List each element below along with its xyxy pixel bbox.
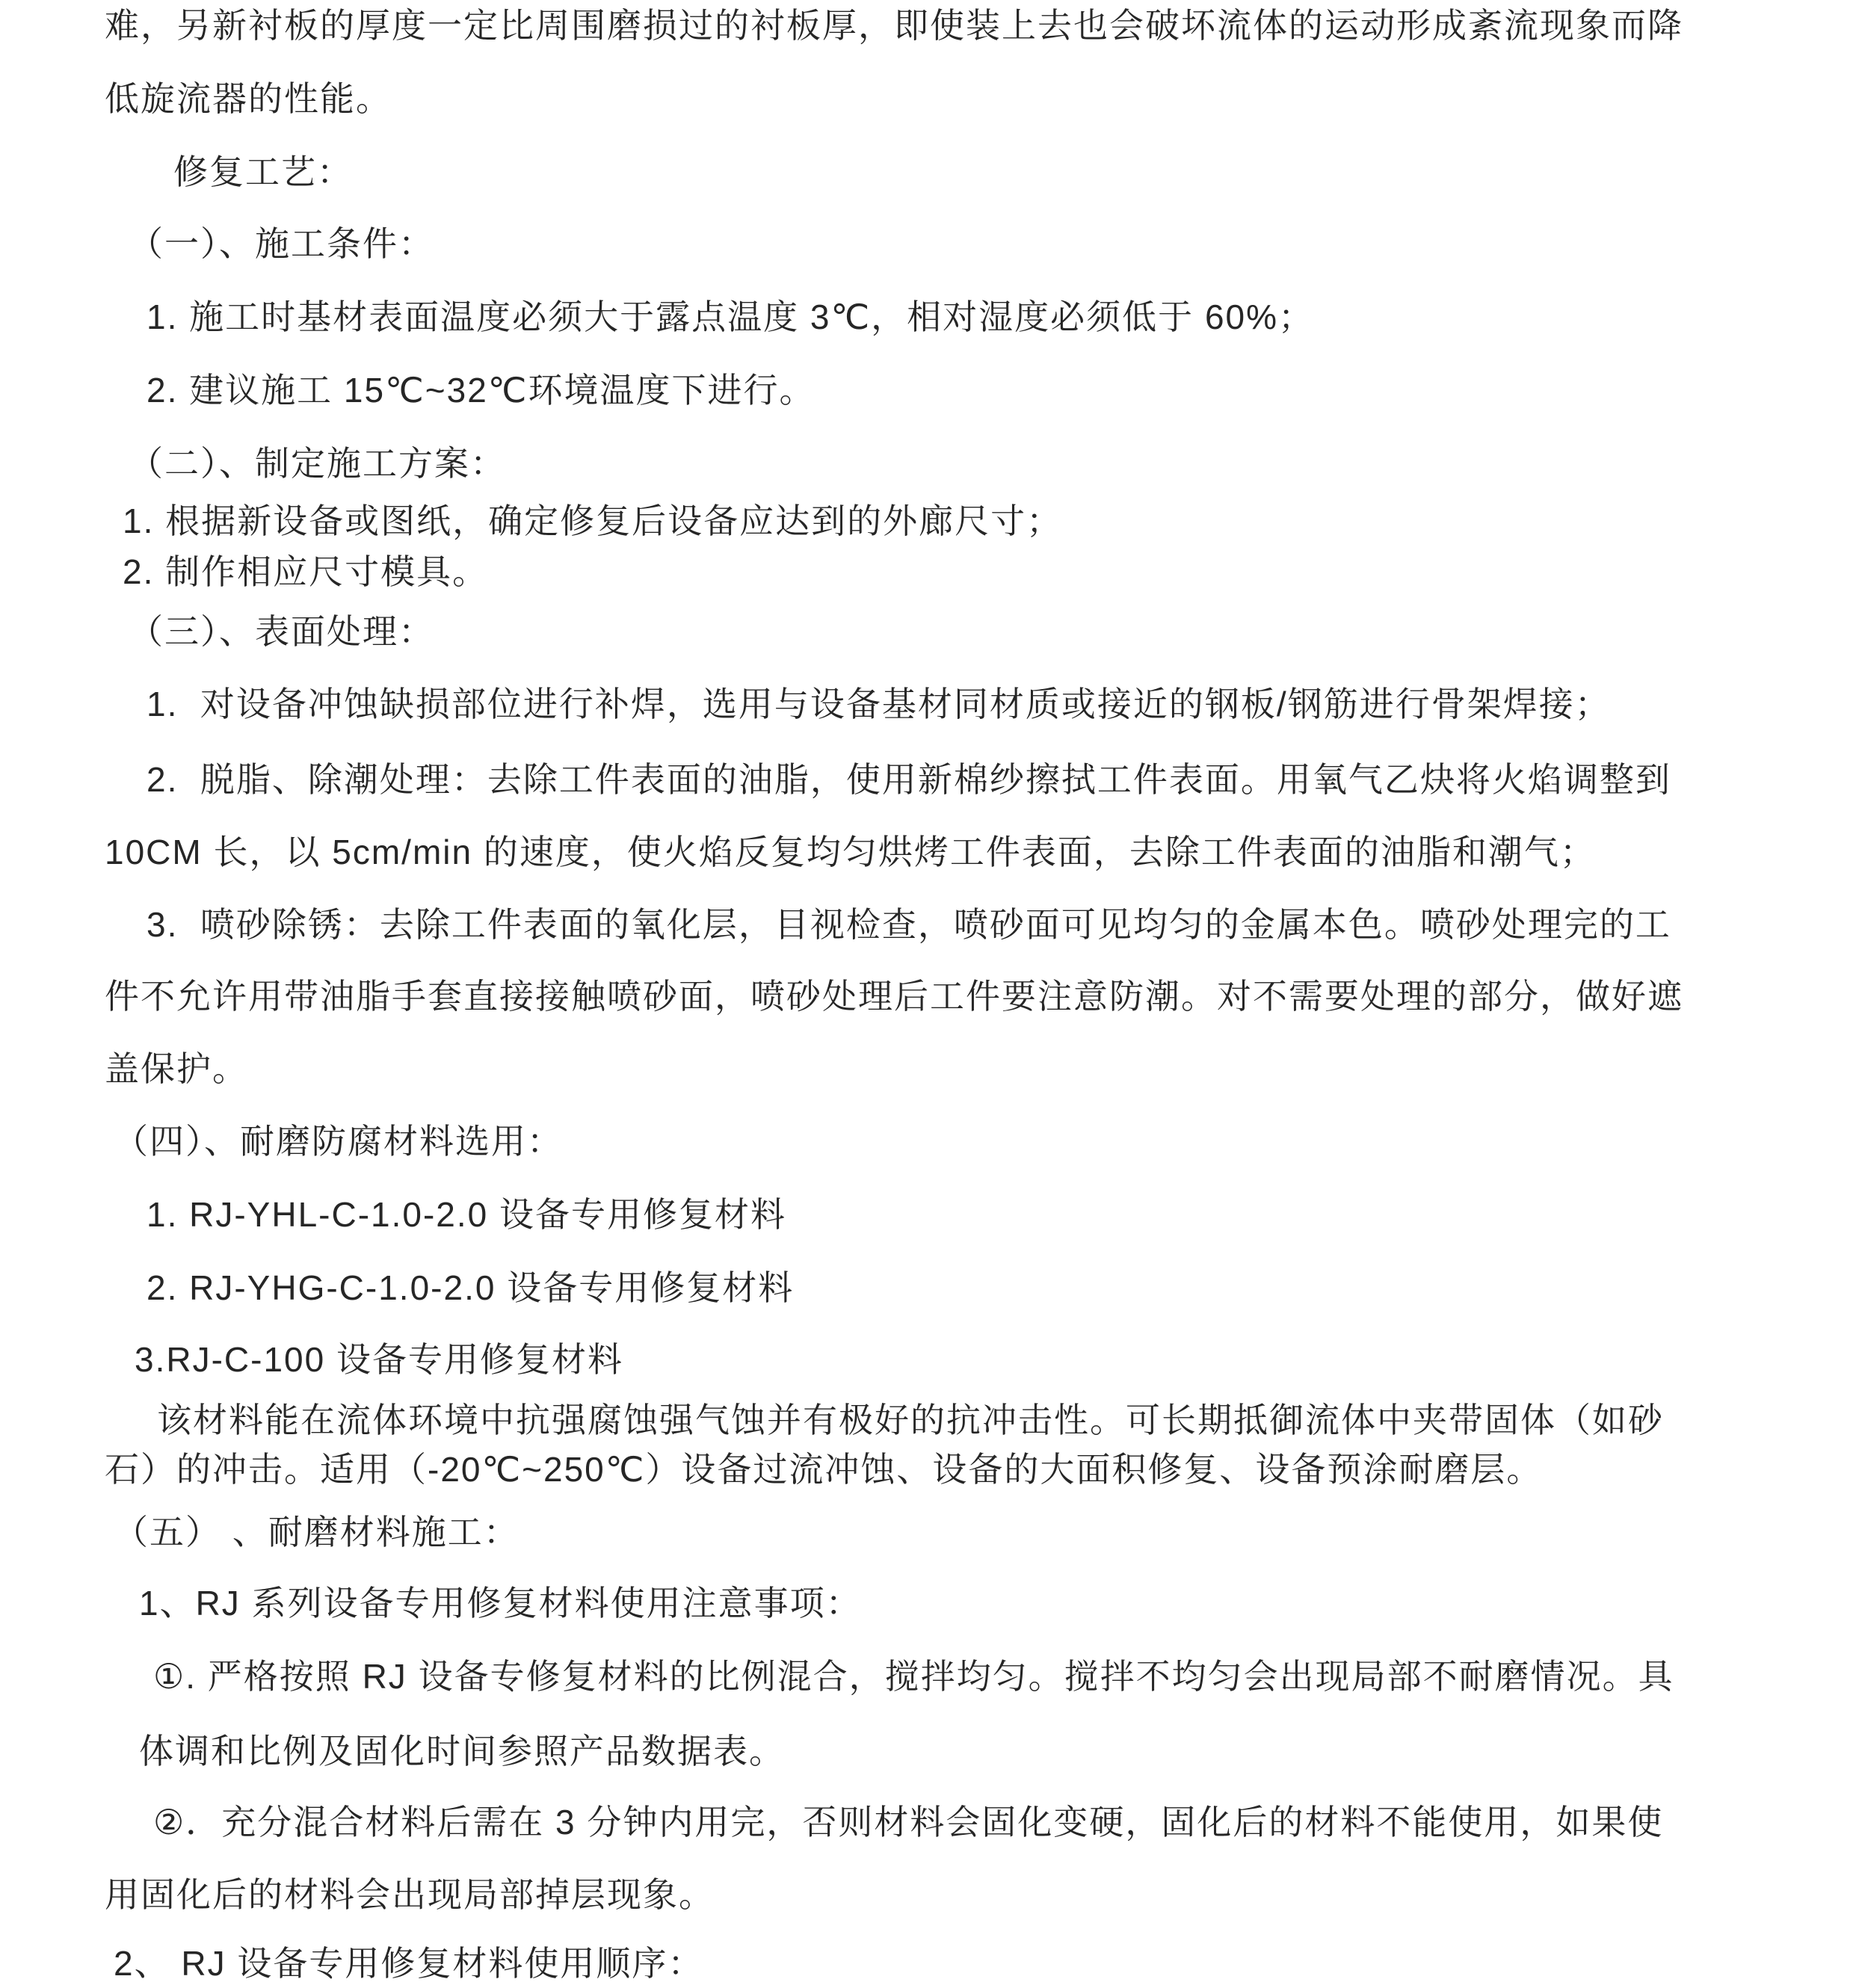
doc-line: 难，另新衬板的厚度一定比周围磨损过的衬板厚，即使装上去也会破坏流体的运动形成紊流现象而降 [105, 6, 1683, 45]
list-item: 2. 制作相应尺寸模具。 [123, 552, 489, 591]
list-item: 3.RJ-C-100 设备专用修复材料 [135, 1340, 623, 1379]
doc-line: 件不允许用带油脂手套直接接触喷砂面，喷砂处理后工件要注意防潮。对不需要处理的部分，做好遮 [105, 977, 1683, 1016]
doc-line: 石）的冲击。适用（-20℃~250℃）设备过流冲蚀、设备的大面积修复、设备预涂耐磨层。 [105, 1450, 1543, 1489]
list-item: 2. RJ-YHG-C-1.0-2.0 设备专用修复材料 [147, 1268, 795, 1307]
section-heading: （四）、耐磨防腐材料选用： [114, 1122, 563, 1161]
section-heading: （二）、制定施工方案： [129, 444, 506, 483]
list-item: 1、RJ 系列设备专用修复材料使用注意事项： [139, 1584, 862, 1623]
section-heading: （三）、表面处理： [129, 612, 434, 651]
doc-line: 体调和比例及固化时间参照产品数据表。 [139, 1732, 785, 1771]
doc-line: 该材料能在流体环境中抗强腐蚀强气蚀并有极好的抗冲击性。可长期抵御流体中夹带固体（如砂 [157, 1401, 1664, 1439]
section-heading: （五） 、耐磨材料施工： [114, 1513, 519, 1552]
list-item: 1. 施工时基材表面温度必须大于露点温度 3℃，相对湿度必须低于 60%； [147, 297, 1315, 336]
doc-line: 10CM 长，以 5cm/min 的速度，使火焰反复均匀烘烤工件表面，去除工件表面的油脂和潮气； [105, 833, 1596, 871]
list-item: 2. 建议施工 15℃~32℃环境温度下进行。 [147, 371, 815, 410]
section-heading: （一）、施工条件： [129, 224, 434, 263]
doc-line: 低旋流器的性能。 [105, 79, 392, 118]
section-title: 修复工艺： [173, 152, 353, 191]
list-item: 2、 RJ 设备专用修复材料使用顺序： [114, 1944, 704, 1983]
doc-line: 用固化后的材料会出现局部掉层现象。 [105, 1875, 715, 1914]
list-item: 1. 对设备冲蚀缺损部位进行补焊，选用与设备基材同材质或接近的钢板/钢筋进行骨架焊接； [147, 685, 1611, 723]
list-item: 1. RJ-YHL-C-1.0-2.0 设备专用修复材料 [147, 1195, 787, 1234]
list-item: 1. 根据新设备或图纸，确定修复后设备应达到的外廊尺寸； [123, 501, 1063, 540]
list-item: 2. 脱脂、除潮处理：去除工件表面的油脂，使用新棉纱擦拭工件表面。用氧气乙炔将火焰调整到 [147, 760, 1671, 799]
list-item: ②．充分混合材料后需在 3 分钟内用完，否则材料会固化变硬，固化后的材料不能使用，如果使 [153, 1803, 1664, 1842]
doc-line: 盖保护。 [105, 1049, 248, 1088]
list-item: ①. 严格按照 RJ 设备专修复材料的比例混合，搅拌均匀。搅拌不均匀会出现局部不耐磨情况。具 [153, 1657, 1674, 1696]
list-item: 3. 喷砂除锈：去除工件表面的氧化层，目视检查，喷砂面可见均匀的金属本色。喷砂处理完的工 [147, 905, 1671, 944]
